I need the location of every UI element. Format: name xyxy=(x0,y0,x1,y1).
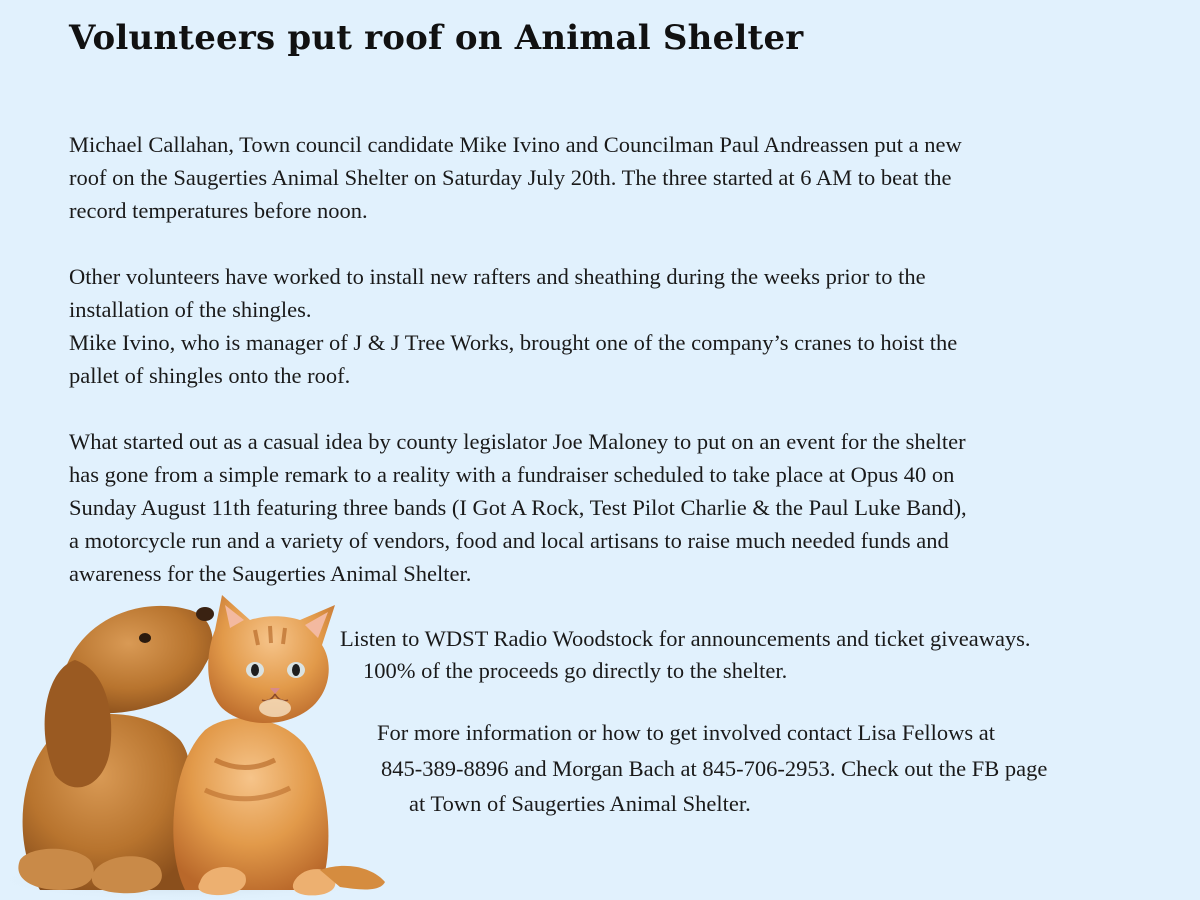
paragraph-other-volunteers xyxy=(69,260,1179,392)
paragraph-line: has gone from a simple remark to a reality with a fundraiser scheduled to take place at Opus 40 on xyxy=(69,462,955,487)
radio-announcement: Listen to WDST Radio Woodstock for announcements and ticket giveaways. xyxy=(340,626,1031,651)
contact-line: at Town of Saugerties Animal Shelter. xyxy=(409,791,751,816)
paragraph-line: Mike Ivino, who is manager of J & J Tree Works, brought one of the company’s cranes to hoist the xyxy=(69,330,958,355)
paragraph-roof-volunteers xyxy=(69,128,1179,227)
article-title: Volunteers put roof on Animal Shelter xyxy=(69,18,804,58)
paragraph-line: Sunday August 11th featuring three bands (I Got A Rock, Test Pilot Charlie & the Paul Luke Band), xyxy=(69,495,967,520)
paragraph-line: record temperatures before noon. xyxy=(69,198,368,223)
paragraph-line: pallet of shingles onto the roof. xyxy=(69,363,351,388)
paragraph-line: a motorcycle run and a variety of vendors, food and local artisans to raise much needed funds and xyxy=(69,528,949,553)
paragraph-fundraiser xyxy=(69,425,1179,590)
contact-line: For more information or how to get involved contact Lisa Fellows at xyxy=(377,720,996,745)
paragraph-line: Michael Callahan, Town council candidate Mike Ivino and Councilman Paul Andreassen put a new xyxy=(69,132,962,157)
puppy-and-kitten-photo xyxy=(0,590,400,900)
paragraph-line: awareness for the Saugerties Animal Shelter. xyxy=(69,561,472,586)
paragraph-line: roof on the Saugerties Animal Shelter on Saturday July 20th. The three started at 6 AM to beat the xyxy=(69,165,952,190)
paragraph-line: Other volunteers have worked to install new rafters and sheathing during the weeks prior to the xyxy=(69,264,926,289)
contact-line: 845-389-8896 and Morgan Bach at 845-706-2953. Check out the FB page xyxy=(381,756,1048,781)
paragraph-line: installation of the shingles. xyxy=(69,297,312,322)
proceeds-note: 100% of the proceeds go directly to the shelter. xyxy=(363,658,788,683)
paragraph-line: What started out as a casual idea by county legislator Joe Maloney to put on an event for the shelter xyxy=(69,429,966,454)
